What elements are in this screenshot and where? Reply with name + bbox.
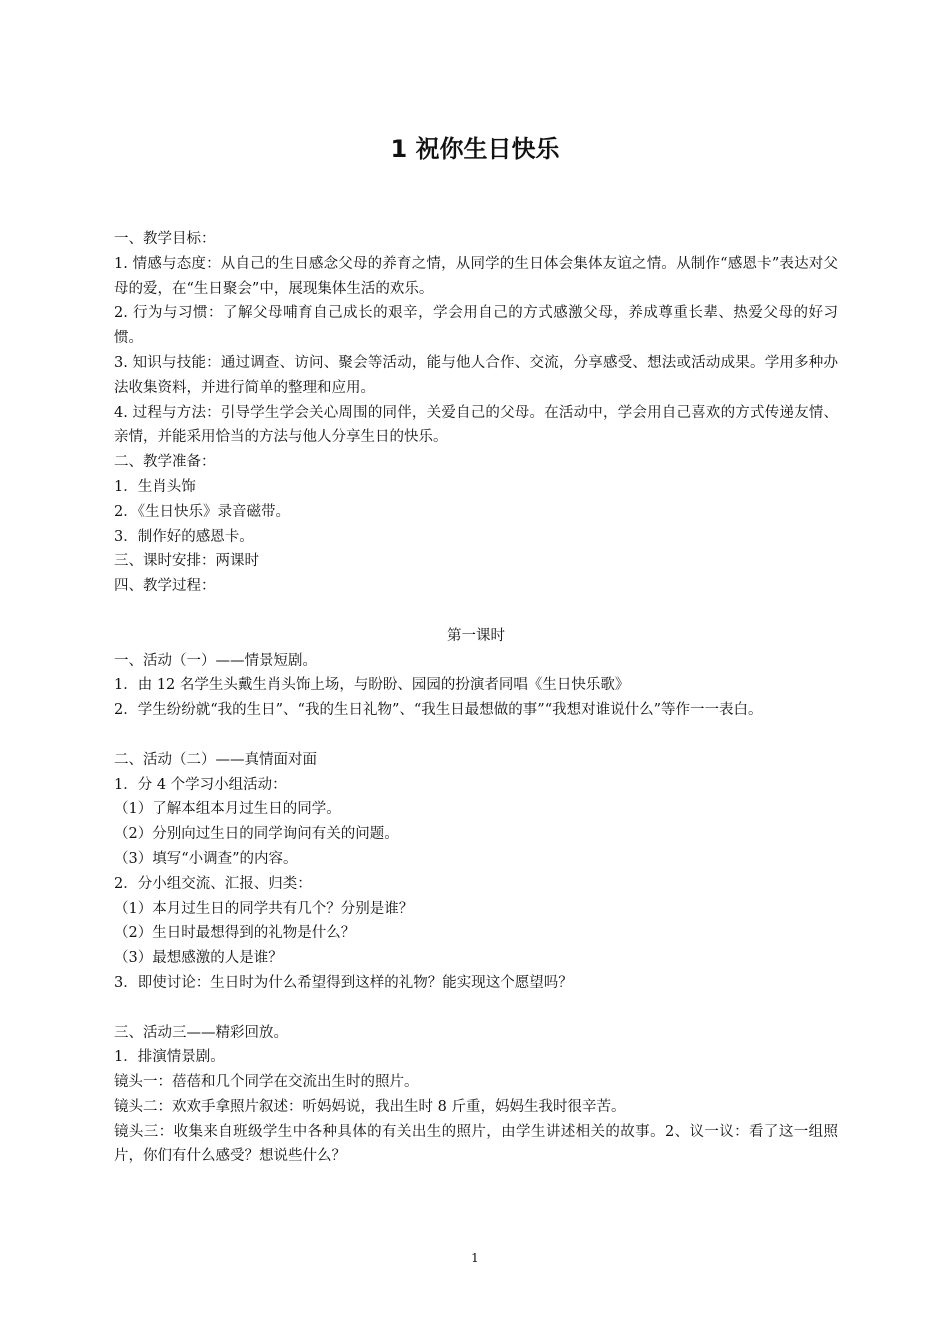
section-heading-process: 四、教学过程：	[114, 578, 216, 595]
page-number: 1	[471, 1251, 479, 1265]
preparation-item: 3．制作好的感恩卡。	[114, 528, 254, 545]
activity-step: 2．学生纷纷就“我的生日”、“我的生日礼物”、“我生日最想做的事”“我想对谁说什么”等作一一表白。	[114, 702, 763, 719]
activity-substep: （1）本月过生日的同学共有几个？分别是谁？	[114, 900, 414, 917]
blank-line	[114, 723, 838, 748]
document-body	[114, 227, 838, 1169]
activity-step: 3．即使讨论：生日时为什么希望得到这样的礼物？能实现这个愿望吗？	[114, 974, 573, 991]
activity-substep: （2）分别向过生日的同学询问有关的问题。	[114, 826, 399, 843]
activity-substep: （2）生日时最想得到的礼物是什么？	[114, 925, 356, 942]
activity-substep: （3）最想感激的人是谁？	[114, 950, 283, 967]
activity-substep: （1）了解本组本月过生日的同学。	[114, 801, 341, 818]
activity-step: 1．排演情景剧。	[114, 1049, 225, 1066]
preparation-item: 1．生肖头饰	[114, 478, 196, 495]
objective-item: 3. 知识与技能：通过调查、访问、聚会等活动，能与他人合作、交流，分享感受、想法或活动成果。学用多种办法收集资料，并进行简单的整理和应用。	[114, 354, 838, 396]
objective-item: 4. 过程与方法：引导学生学会关心周围的同伴，关爱自己的父母。在活动中，学会用自己喜欢的方式传递友情、亲情，并能采用恰当的方法与他人分享生日的快乐。	[114, 404, 838, 446]
objective-item: 1. 情感与态度：从自己的生日感念父母的养育之情，从同学的生日体会集体友谊之情。从制作“感恩卡”表达对父母的爱，在“生日聚会”中，展现集体生活的欢乐。	[114, 255, 838, 297]
section-heading-objectives: 一、教学目标：	[114, 231, 216, 247]
activity-heading: 三、活动三——精彩回放。	[114, 1024, 288, 1041]
preparation-item: 2．《生日快乐》录音磁带。	[114, 503, 290, 520]
scene-line: 镜头二：欢欢手拿照片叙述：听妈妈说，我出生时 8 斤重，妈妈生我时很辛苦。	[114, 1098, 626, 1115]
page-title: 1 祝你生日快乐	[390, 135, 560, 163]
activity-step: 1．分 4 个学习小组活动：	[114, 776, 287, 793]
activity-heading: 二、活动（二）——真情面对面	[114, 751, 317, 768]
activity-heading: 一、活动（一）——情景短剧。	[114, 652, 317, 669]
blank-line	[114, 599, 838, 624]
lesson-heading: 第一课时	[447, 627, 505, 644]
blank-line	[114, 996, 838, 1021]
scene-line: 镜头三：收集来自班级学生中各种具体的有关出生的照片，由学生讲述相关的故事。2、议一议：看了这一组照片，你们有什么感受？想说些什么？	[114, 1123, 838, 1165]
activity-step: 2．分小组交流、汇报、归类：	[114, 875, 312, 892]
activity-substep: （3）填写“小调查”的内容。	[114, 850, 298, 867]
objective-item: 2. 行为与习惯：了解父母哺育自己成长的艰辛，学会用自己的方式感激父母，养成尊重长辈、热爱父母的好习惯。	[114, 305, 838, 347]
section-heading-schedule: 三、课时安排：两课时	[114, 553, 259, 570]
scene-line: 镜头一：蓓蓓和几个同学在交流出生时的照片。	[114, 1074, 419, 1091]
section-heading-preparation: 二、教学准备：	[114, 454, 216, 471]
activity-step: 1．由 12 名学生头戴生肖头饰上场，与盼盼、园园的扮演者同唱《生日快乐歌》	[114, 677, 630, 694]
